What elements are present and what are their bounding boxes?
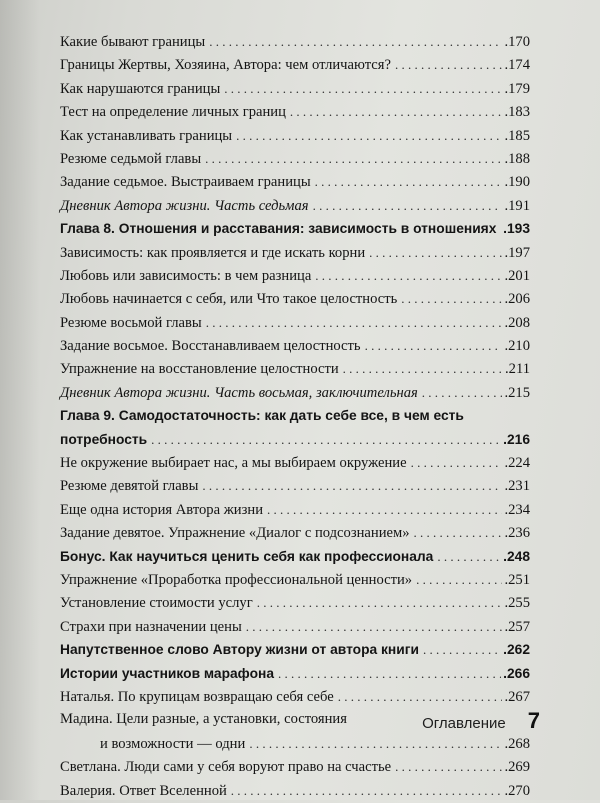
toc-entry bbox=[60, 638, 530, 661]
dot-leader bbox=[267, 498, 502, 521]
toc-entry-title: Упражнение на восстановление целостности bbox=[60, 361, 339, 378]
dot-leader bbox=[338, 685, 503, 708]
toc-entry bbox=[60, 474, 530, 497]
dot-leader bbox=[246, 615, 503, 638]
toc-entry-page: .170 bbox=[504, 34, 530, 50]
toc-entry bbox=[60, 77, 530, 100]
toc-entry-title: Как нарушаются границы bbox=[60, 80, 221, 97]
toc-entry bbox=[60, 521, 530, 544]
page-number: 7 bbox=[527, 708, 540, 733]
toc-entry-title: Дневник Автора жизни. Часть седьмая bbox=[60, 197, 309, 214]
toc-entry-title: Резюме девятой главы bbox=[60, 478, 199, 495]
toc-entry-title: Задание седьмое. Выстраиваем границы bbox=[60, 174, 311, 191]
dot-leader bbox=[151, 428, 501, 451]
toc-entry bbox=[60, 498, 530, 521]
toc-entry-title: Любовь начинается с себя, или Что такое целостность bbox=[60, 291, 398, 308]
toc-entry-page: .268 bbox=[504, 735, 530, 752]
toc-entry bbox=[60, 404, 530, 451]
toc-entry-title: Напутственное слово Автору жизни от автора книги bbox=[60, 642, 419, 658]
dot-leader bbox=[290, 100, 503, 123]
toc-entry-title: Какие бывают границы bbox=[60, 34, 206, 50]
toc-entry bbox=[60, 30, 530, 53]
toc-entry-page: .262 bbox=[503, 642, 530, 658]
toc-entry bbox=[60, 53, 530, 76]
toc-entry bbox=[60, 615, 530, 638]
toc-entry-title: Валерия. Ответ Вселенной bbox=[60, 782, 227, 799]
dot-leader bbox=[224, 77, 502, 100]
toc-entry bbox=[60, 100, 530, 123]
toc-entry-page: .201 bbox=[504, 267, 530, 284]
toc-entry-page: .248 bbox=[503, 548, 530, 564]
toc-entry-page: .236 bbox=[504, 525, 530, 542]
toc-entry-title: Светлана. Люди сами у себя воруют право на счастье bbox=[60, 759, 392, 776]
running-header: Оглавление bbox=[422, 715, 506, 732]
toc-entry-title: Как устанавливать границы bbox=[60, 127, 233, 144]
toc-entry-title: Резюме восьмой главы bbox=[60, 314, 202, 331]
dot-leader bbox=[209, 30, 502, 53]
toc-entry bbox=[60, 194, 530, 217]
toc-entry-page: .257 bbox=[504, 618, 530, 635]
toc-entry-page: .266 bbox=[503, 665, 530, 681]
dot-leader bbox=[231, 779, 503, 802]
toc-entry-page: .255 bbox=[504, 595, 530, 612]
toc-entry-title: Любовь или зависимость: в чем разница bbox=[60, 267, 312, 284]
toc-entry-title: Истории участников марафона bbox=[60, 665, 275, 681]
toc-entry-page: .206 bbox=[504, 291, 530, 308]
toc-entry-title: Глава 9. Самодостаточность: как дать себе все, в чем есть bbox=[60, 408, 464, 424]
toc-entry-title: Страхи при назначении цены bbox=[60, 618, 242, 635]
toc-entry-page: .208 bbox=[504, 314, 530, 331]
toc-entry-title: Бонус. Как научиться ценить себя как профессионала bbox=[60, 548, 434, 564]
toc-entry-title: Упражнение «Проработка профессиональной ценности» bbox=[60, 572, 413, 588]
dot-leader bbox=[313, 194, 503, 217]
dot-leader bbox=[343, 357, 503, 380]
toc-entry bbox=[60, 685, 530, 708]
toc-entry bbox=[60, 170, 530, 193]
toc-entry-title-continued: и возможности — одни bbox=[100, 735, 246, 752]
dot-leader bbox=[401, 287, 502, 310]
toc-entry-title: Задание девятое. Упражнение «Диалог с подсознанием» bbox=[60, 525, 410, 542]
toc-entry-title: Не окружение выбирает нас, а мы выбираем окружение bbox=[60, 455, 407, 472]
toc-entry-title: Тест на определение личных границ bbox=[60, 104, 286, 121]
toc-entry bbox=[60, 381, 530, 404]
dot-leader bbox=[423, 638, 501, 661]
dot-leader bbox=[422, 381, 503, 404]
toc-entry-title: Дневник Автора жизни. Часть восьмая, заключительная bbox=[60, 384, 418, 401]
dot-leader bbox=[202, 474, 502, 497]
toc-entry bbox=[60, 357, 530, 380]
toc-entry bbox=[60, 147, 530, 170]
toc-entry-title: Установление стоимости услуг bbox=[60, 595, 253, 612]
toc-entry bbox=[60, 264, 530, 287]
toc-entry-title: Границы Жертвы, Хозяина, Автора: чем отличаются? bbox=[60, 57, 391, 74]
dot-leader bbox=[315, 264, 502, 287]
toc-entry-title: Зависимость: как проявляется и где искать корни bbox=[60, 244, 366, 261]
toc-entry-title: Мадина. Цели разные, а установки, состояния bbox=[60, 711, 347, 728]
toc-entry-page: .197 bbox=[504, 244, 530, 261]
toc-entry-page: .269 bbox=[504, 759, 530, 776]
toc-entry bbox=[60, 311, 530, 334]
dot-leader bbox=[257, 591, 503, 614]
dot-leader bbox=[411, 451, 503, 474]
toc-entry bbox=[60, 451, 530, 474]
toc-entry bbox=[60, 591, 530, 614]
toc-entry-page: .267 bbox=[504, 688, 530, 705]
toc-entry-page: .270 bbox=[504, 782, 530, 799]
dot-leader bbox=[416, 568, 502, 591]
page-footer bbox=[0, 708, 540, 738]
toc-entry bbox=[60, 755, 530, 778]
dot-leader bbox=[365, 334, 503, 357]
toc-entry bbox=[60, 779, 530, 802]
toc-entry bbox=[60, 334, 530, 357]
toc-entry-title: Глава 8. Отношения и расставания: зависимость в отношениях bbox=[60, 221, 497, 237]
dot-leader bbox=[395, 755, 502, 778]
toc-entry bbox=[60, 568, 530, 591]
dot-leader bbox=[315, 170, 503, 193]
toc-entry-title: Наталья. По крупицам возвращаю себя себе bbox=[60, 688, 334, 705]
toc-entry-page: .234 bbox=[504, 501, 530, 518]
dot-leader bbox=[369, 241, 502, 264]
toc-entry-page: .224 bbox=[504, 455, 530, 472]
dot-leader bbox=[236, 124, 502, 147]
toc-entry-title: Задание восьмое. Восстанавливаем целостность bbox=[60, 338, 361, 355]
spine-shadow bbox=[0, 0, 40, 800]
toc-entry-page: .193 bbox=[503, 221, 530, 237]
toc-entry bbox=[60, 662, 530, 685]
toc-entry-page: .251 bbox=[504, 572, 530, 588]
toc-entry-page: .210 bbox=[504, 338, 530, 355]
toc-entry-page: .190 bbox=[504, 174, 530, 191]
toc-entry-page: .211 bbox=[505, 361, 530, 378]
toc-entry-page: .231 bbox=[504, 478, 530, 495]
toc-entry-page: .179 bbox=[504, 80, 530, 97]
toc-entry-page: .188 bbox=[504, 150, 530, 167]
dot-leader bbox=[437, 545, 501, 568]
toc-entry bbox=[60, 287, 530, 310]
toc-entry bbox=[60, 241, 530, 264]
toc-entry-title: Еще одна история Автора жизни bbox=[60, 501, 264, 518]
toc-entry-page: .174 bbox=[504, 57, 530, 74]
dot-leader bbox=[205, 147, 502, 170]
toc-entry bbox=[60, 545, 530, 568]
toc-entry bbox=[60, 124, 530, 147]
dot-leader bbox=[395, 53, 503, 76]
dot-leader bbox=[278, 662, 501, 685]
toc-entry-page: .183 bbox=[504, 104, 530, 121]
toc-entry-page: .185 bbox=[504, 127, 530, 144]
dot-leader bbox=[206, 311, 503, 334]
toc-entry-page: .191 bbox=[504, 197, 530, 214]
toc-entry-title: Резюме седьмой главы bbox=[60, 150, 202, 167]
table-of-contents bbox=[60, 30, 530, 802]
toc-entry-title-continued: потребность bbox=[60, 431, 148, 447]
toc-entry-page: .215 bbox=[504, 384, 530, 401]
toc-entry-page: .216 bbox=[503, 431, 530, 447]
dot-leader bbox=[414, 521, 503, 544]
toc-entry bbox=[60, 217, 530, 240]
